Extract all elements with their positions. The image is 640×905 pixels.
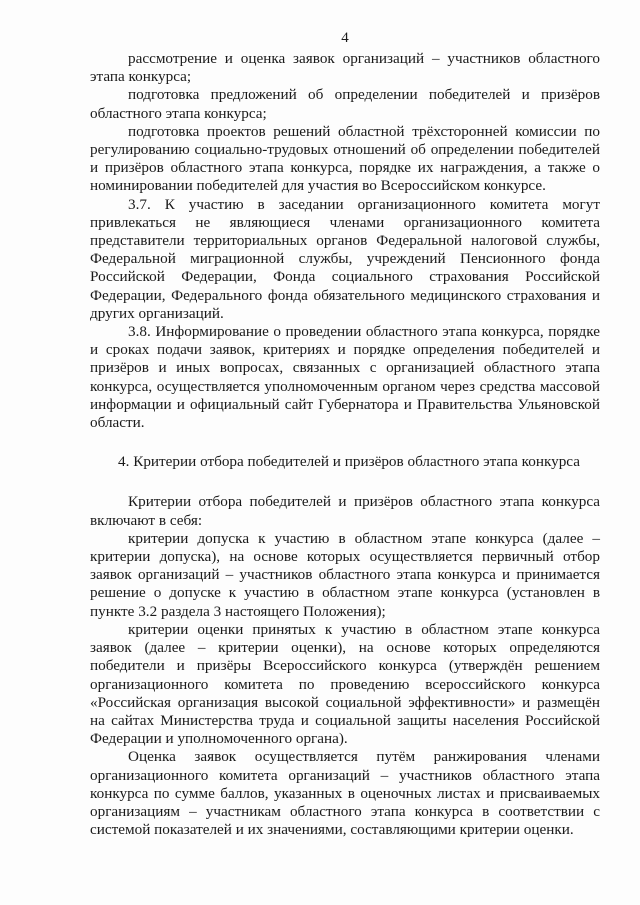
paragraph-3-8: 3.8. Информирование о проведении областного этапа конкурса, порядке и сроках подачи заявок, критериях и порядке определения победителей и призёров и иных вопросах, связанных с организацией областного этапа конкурса, осуществляется уполномоченным органом через средства массовой информации и официальный сайт Губернатора и Правительства Ульяновской области. xyxy=(90,323,600,432)
paragraph-ranking: Оценка заявок осуществляется путём ранжирования членами организационного комитета организаций – участников областного этапа конкурса по сумме баллов, указанных в оценочных листах и присваиваемых организациям – участникам областного этапа конкурса в соответствии с системой показателей и их значениями, составляющими критерии оценки. xyxy=(90,748,600,839)
paragraph-3-7: 3.7. К участию в заседании организационного комитета могут привлекаться не являющиеся членами организационного комитета представители территориальных органов Федеральной налоговой службы, Федеральной миграционной службы, учреждений Пенсионного фонда Российской Федерации, Фонда социального страхования Российской Федерации, Федерального фонда обязательного медицинского страхования и других организаций. xyxy=(90,195,600,322)
paragraph-evaluation-criteria: критерии оценки принятых к участию в областном этапе конкурса заявок (далее – критерии оценки), на основе которых определяются победители и призёры Всероссийского конкурса (утверждён решением организационного комитета по проведению всероссийского конкурса «Российская организация высокой социальной эффективности» и размещён на сайтах Министерства труда и социальной защиты населения Российской Федерации и уполномоченного органа). xyxy=(90,620,600,748)
paragraph-review-applications: рассмотрение и оценка заявок организаций – участников областного этапа конкурса; xyxy=(90,50,600,86)
section-heading-4: 4. Критерии отбора победителей и призёров областного этапа конкурса xyxy=(118,453,580,471)
paragraph-criteria-intro: Критерии отбора победителей и призёров областного этапа конкурса включают в себя: xyxy=(90,493,600,529)
document-body xyxy=(90,50,600,839)
paragraph-prepare-proposals: подготовка предложений об определении победителей и призёров областного этапа конкурса; xyxy=(90,86,600,122)
paragraph-prepare-decisions: подготовка проектов решений областной трёхсторонней комиссии по регулированию социально-трудовых отношений об определении победителей и призёров областного этапа конкурса, порядке их награждения, а также о номинировании победителей для участия во Всероссийском конкурсе. xyxy=(90,122,600,195)
page-number: 4 xyxy=(341,30,349,46)
paragraph-admission-criteria: критерии допуска к участию в областном этапе конкурса (далее – критерии допуска), на основе которых осуществляется первичный отбор заявок организаций – участников областного этапа конкурса и принимается решение о допуске к участию в областном этапе конкурса (установлен в пункте 3.2 раздела 3 настоящего Положения); xyxy=(90,529,600,620)
